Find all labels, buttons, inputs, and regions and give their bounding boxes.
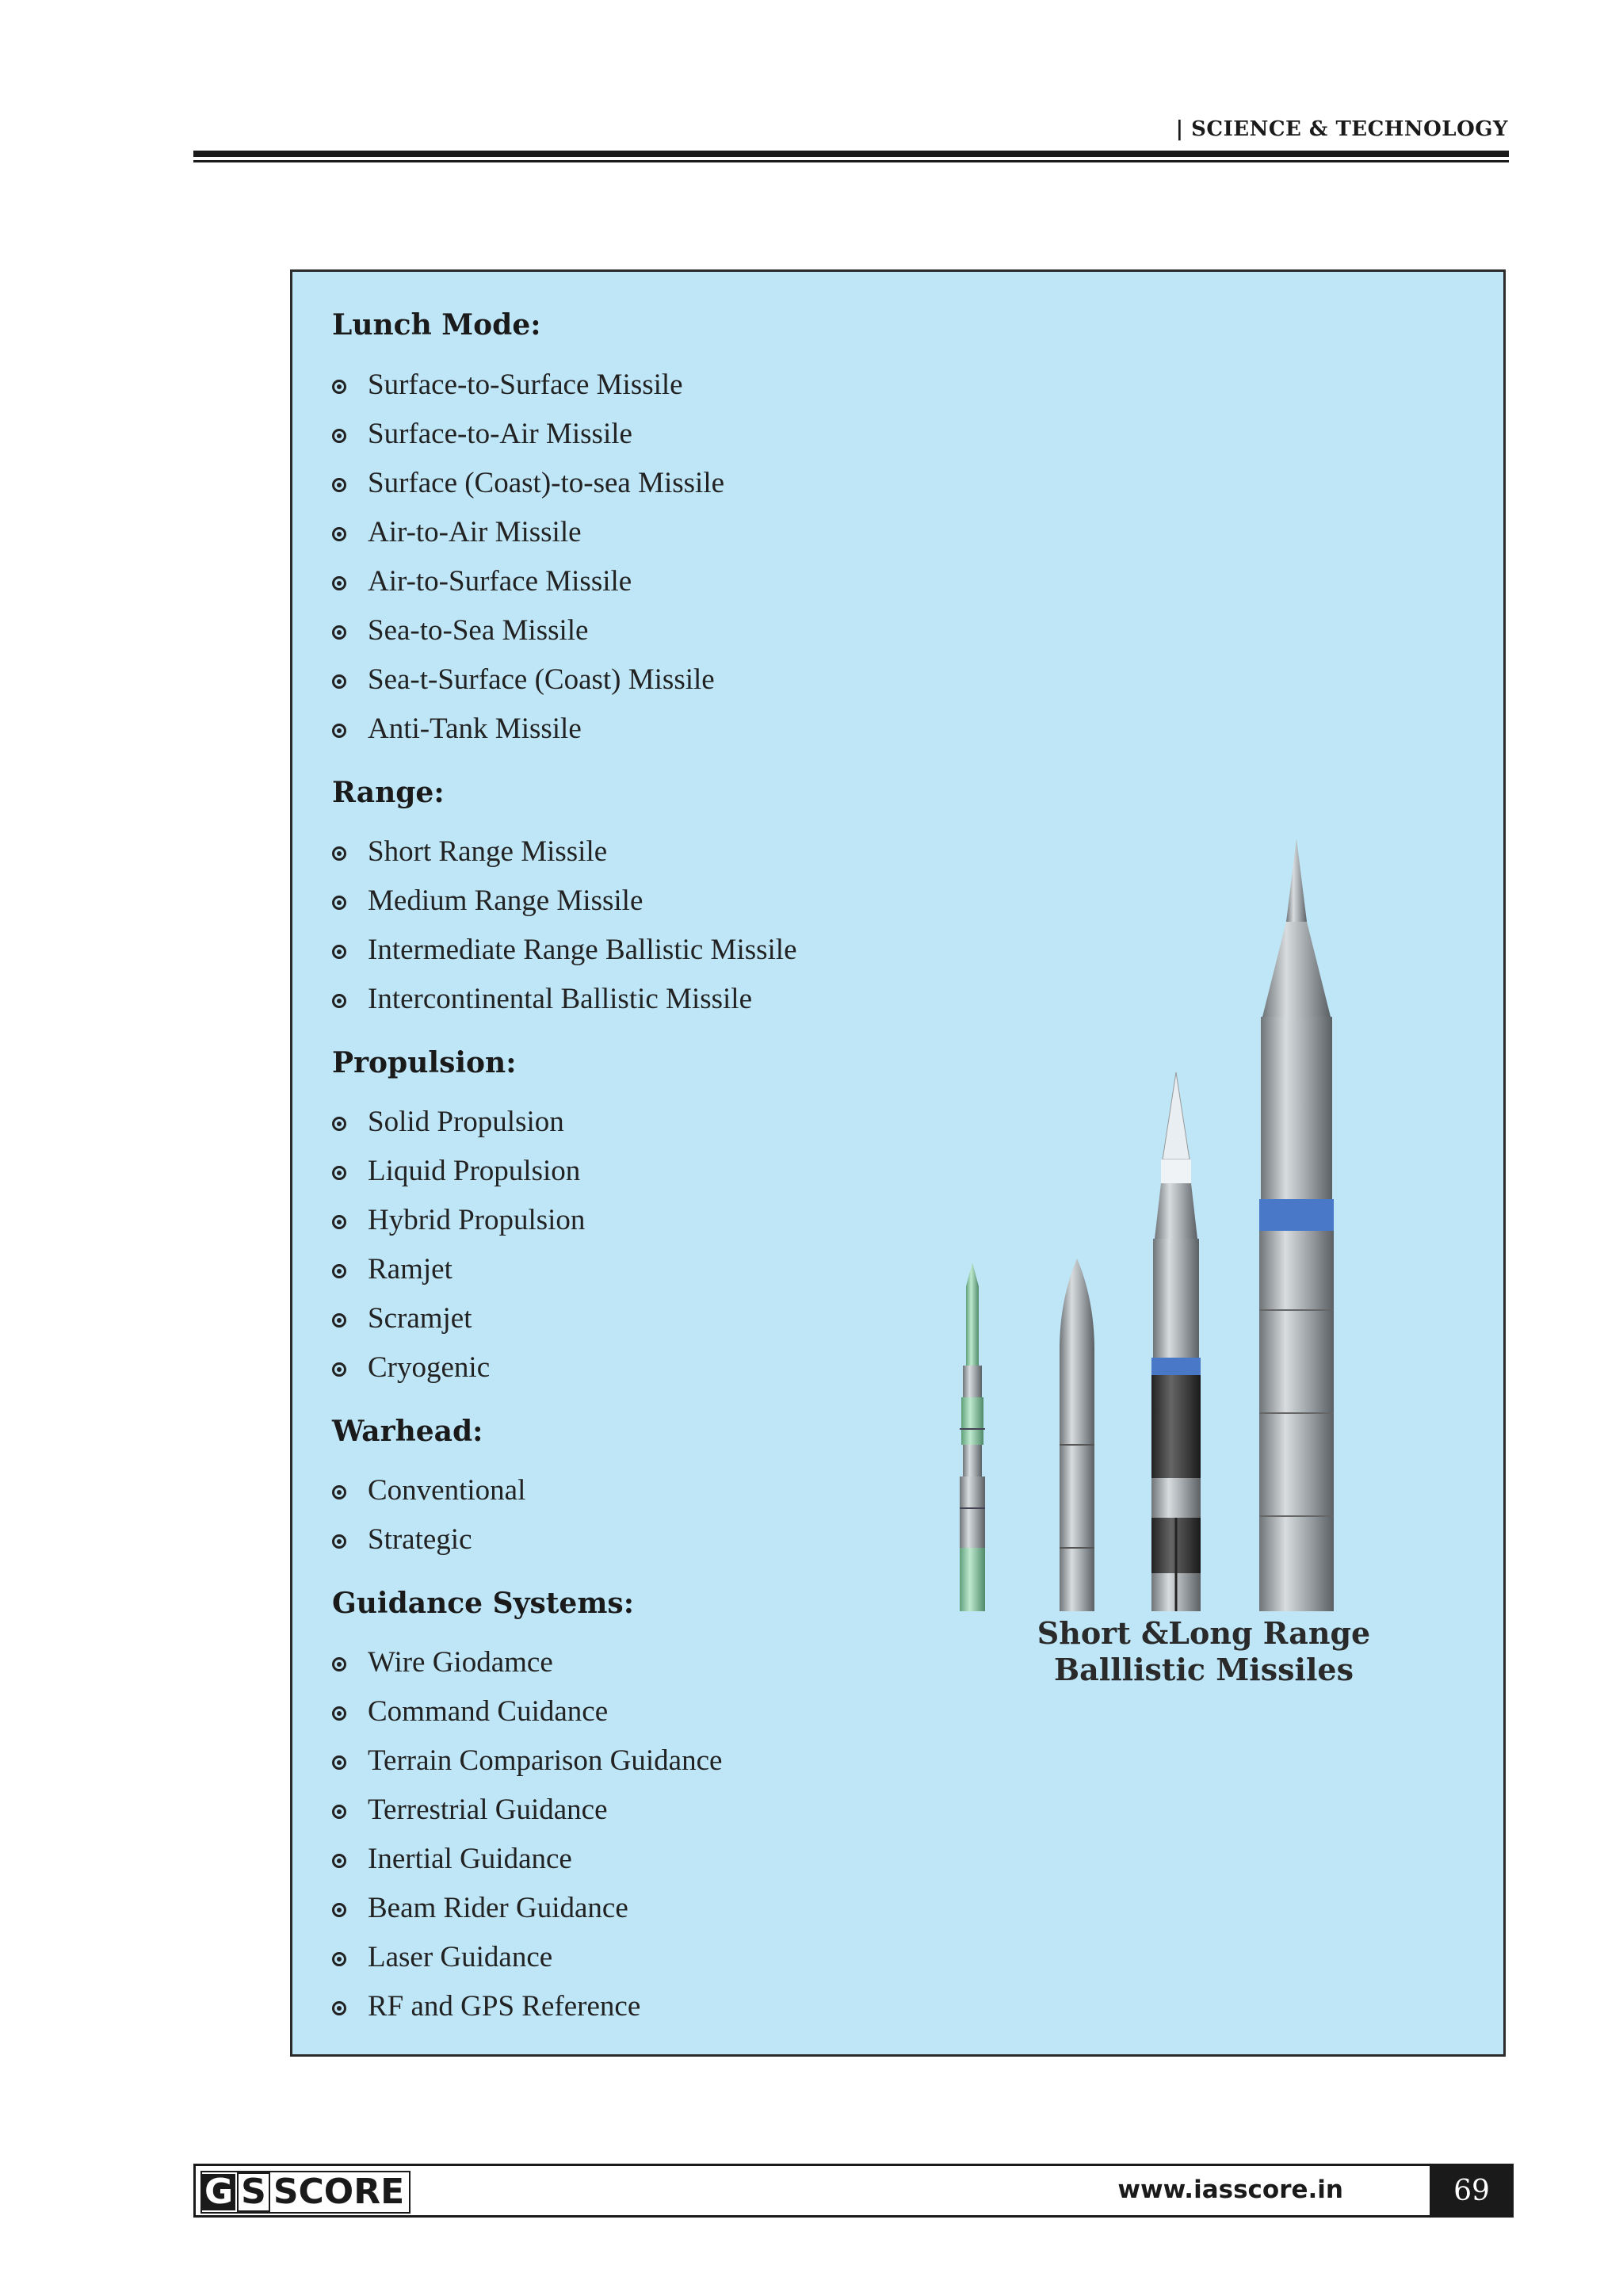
- gs-score-logo: G S SCORE: [200, 2171, 411, 2214]
- list-item: Intercontinental Ballistic Missile: [332, 981, 752, 1016]
- list-item: Terrain Comparison Guidance: [332, 1743, 722, 1778]
- header-rule: [193, 151, 1509, 157]
- list-item: Liquid Propulsion: [332, 1153, 580, 1188]
- list-item: Sea-t-Surface (Coast) Missile: [332, 662, 715, 697]
- bullet-icon: [332, 994, 346, 1008]
- bullet-icon: [332, 674, 346, 689]
- bullet-icon: [332, 576, 346, 590]
- bullet-icon: [332, 1166, 346, 1180]
- missile-medium-range: [1058, 1259, 1096, 1611]
- bullet-icon: [332, 945, 346, 959]
- bullet-icon: [332, 896, 346, 910]
- page-number: 69: [1430, 2164, 1514, 2218]
- bullet-icon: [332, 478, 346, 492]
- bullet-icon: [332, 846, 346, 861]
- missile-classification-box: [290, 269, 1506, 2057]
- list-item: Solid Propulsion: [332, 1104, 564, 1139]
- list-item: Surface-to-Surface Missile: [332, 367, 683, 402]
- bullet-icon: [332, 625, 346, 640]
- list-item: Strategic: [332, 1522, 472, 1557]
- bullet-icon: [332, 1264, 346, 1278]
- list-item: Terrestrial Guidance: [332, 1792, 608, 1827]
- section-title-launch-mode: Lunch Mode:: [332, 308, 541, 342]
- list-item: Command Cuidance: [332, 1694, 608, 1729]
- list-item: Scramjet: [332, 1301, 472, 1335]
- bullet-icon: [332, 1485, 346, 1499]
- list-item: Cryogenic: [332, 1350, 490, 1385]
- bullet-icon: [332, 527, 346, 541]
- figure-caption: Short &Long Range Balllistic Missiles: [1037, 1615, 1371, 1687]
- bullet-icon: [332, 2001, 346, 2015]
- footer-bar: [193, 2164, 1442, 2218]
- missile-intermediate-range: [1142, 1072, 1210, 1611]
- website-link[interactable]: www.iasscore.in: [1117, 2176, 1343, 2204]
- ballistic-missiles-illustration: [911, 557, 1489, 1611]
- bullet-icon: [332, 1854, 346, 1868]
- bullet-icon: [332, 724, 346, 738]
- section-header-label: | SCIENCE & TECHNOLOGY: [1175, 117, 1508, 141]
- list-item: Inertial Guidance: [332, 1841, 572, 1876]
- list-item: Beam Rider Guidance: [332, 1890, 628, 1925]
- list-item: Intermediate Range Ballistic Missile: [332, 932, 797, 967]
- section-title-warhead: Warhead:: [332, 1415, 483, 1448]
- list-item: RF and GPS Reference: [332, 1988, 640, 2023]
- list-item: Air-to-Air Missile: [332, 514, 582, 549]
- list-item: Air-to-Surface Missile: [332, 563, 632, 598]
- list-item: Laser Guidance: [332, 1939, 552, 1974]
- list-item: Anti-Tank Missile: [332, 711, 582, 746]
- bullet-icon: [332, 1805, 346, 1819]
- missile-intercontinental: [1256, 839, 1337, 1611]
- list-item: Surface (Coast)-to-sea Missile: [332, 465, 724, 500]
- list-item: Conventional: [332, 1473, 525, 1507]
- section-title-range: Range:: [332, 776, 445, 809]
- list-item: Sea-to-Sea Missile: [332, 613, 588, 648]
- list-item: Surface-to-Air Missile: [332, 416, 632, 451]
- bullet-icon: [332, 1903, 346, 1917]
- bullet-icon: [332, 1706, 346, 1721]
- bullet-icon: [332, 1657, 346, 1671]
- list-item: Wire Giodamce: [332, 1645, 553, 1679]
- bullet-icon: [332, 1362, 346, 1377]
- bullet-icon: [332, 1117, 346, 1131]
- bullet-icon: [332, 429, 346, 443]
- bullet-icon: [332, 1215, 346, 1229]
- bullet-icon: [332, 380, 346, 394]
- section-title-propulsion: Propulsion:: [332, 1046, 517, 1079]
- list-item: Short Range Missile: [332, 834, 607, 869]
- list-item: Ramjet: [332, 1251, 453, 1286]
- bullet-icon: [332, 1755, 346, 1770]
- bullet-icon: [332, 1952, 346, 1966]
- bullet-icon: [332, 1534, 346, 1549]
- header-rule-thin: [193, 160, 1509, 162]
- list-item: Hybrid Propulsion: [332, 1202, 585, 1237]
- bullet-icon: [332, 1313, 346, 1328]
- missile-short-range: [960, 1263, 985, 1611]
- list-item: Medium Range Missile: [332, 883, 643, 918]
- section-title-guidance-systems: Guidance Systems:: [332, 1587, 634, 1620]
